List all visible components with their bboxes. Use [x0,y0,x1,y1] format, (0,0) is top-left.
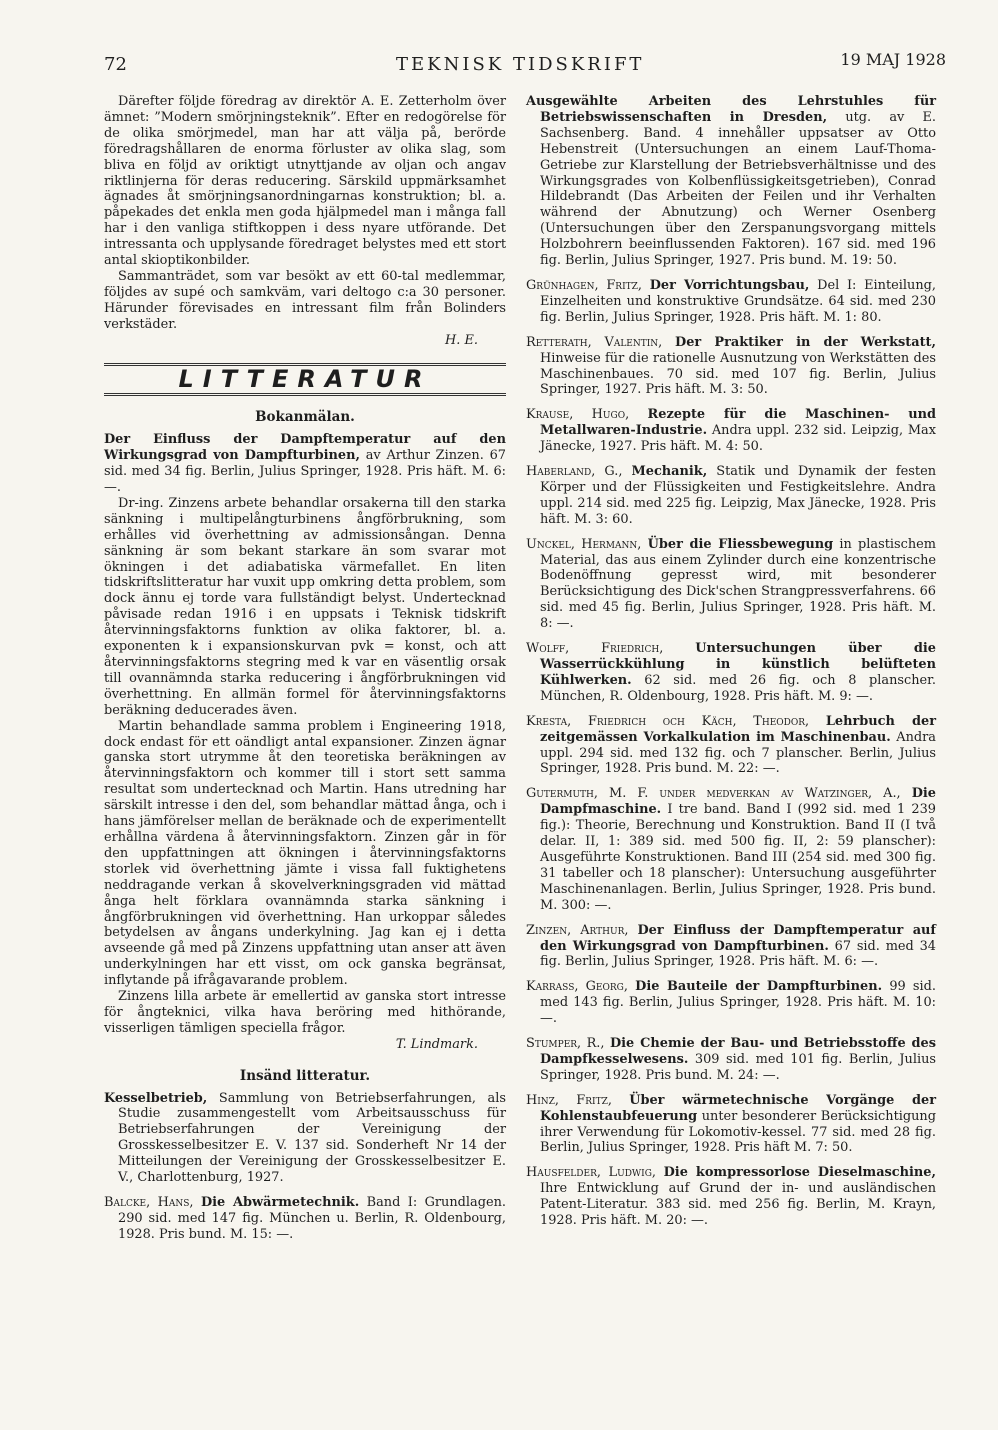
meeting-report-paragraph: Sammanträdet, som var besökt av ett 60-tal medlemmar, följdes av supé och samkväm, vari deltogo c:a 30 personer. Härunder förevisades en intressant film från Bolinders verkstäder. [104,268,506,332]
ref-author: Grünhagen, Fritz, [526,277,642,293]
reference-entry [526,641,936,705]
ref-title: Die Chemie der Bau- und Betriebsstoffe des Dampfkesselwesens. [540,1036,936,1067]
reference-entry [526,1036,936,1084]
ref-author: Gutermuth, M. F. under medverkan av Watzinger, A., [526,786,901,802]
subheading-bokanmalan: Bokanmälan. [255,409,355,426]
ref-text: unter besonderer Berücksichtigung ihrer Verwendung für Lokomotiv-kessel. 77 sid. med 28 fig. Berlin, Julius Springer, 1928. Pris häft M. 7: 50. [540,1108,936,1156]
ref-title: Über wärmetechnische Vorgänge der Kohlenstaubfeuerung [540,1092,936,1124]
ref-author: Haberland, G., [526,464,623,480]
ref-title: Die Bauteile der Dampfturbinen. [635,979,883,995]
section-banner [104,363,506,397]
reference-entry [526,786,936,913]
review-meta: av Arthur Zinzen. 67 sid. med 34 fig. Berlin, Julius Springer, 1928. Pris häft. M. 6: —. [104,448,506,496]
ref-title: Untersuchungen über die Wasserrückkühlung in künstlich belüfteten Kühlwerken. [540,641,936,688]
reference-entry [526,407,936,455]
reference-entry [526,335,936,399]
ref-author: Kresta, Friedrich och Käch, Theodor, [526,713,810,729]
ref-title: Über die Fliessbewegung [647,536,834,552]
reference-entry [526,94,936,269]
issue-date: 19 MAJ 1928 [840,50,946,69]
ref-text: utg. av E. Sachsenberg. Band. 4 innehåller uppsatser av Otto Hebenstreit (Untersuchungen an einem Lauf-Thoma-Getriebe zur Klarstellung der Betriebsverhältnisse und des Wirkungsgrades von Kolbenflüssigkeitsgetrieben), Conrad Hildebrandt (Das Arbeiten der Feilen und ihr Verhalten während der Abnutzung) och Werner Osenberg (Untersuchungen über den Zerspanungsvorgang mittels Holzbohrern beeinflussenden Faktoren). 167 sid. med 196 fig. Berlin, Julius Springer, 1927. Pris bund. M. 19: 50. [540,109,936,269]
ref-title: Der Praktiker in der Werkstatt, [675,334,936,350]
reference-entry [104,1195,506,1243]
ref-title: Die kompressorlose Dieselmaschine, [663,1165,936,1181]
ref-text: 62 sid. med 26 fig. och 8 planscher. München, R. Oldenbourg, 1928. Pris häft. M. 9: —. [540,672,936,704]
ref-text: Andra uppl. 294 sid. med 132 fig. och 7 planscher. Berlin, Julius Springer, 1928. Pris bund. M. 22: —. [540,729,936,777]
review-signature: T. Lindmark. [395,1036,478,1052]
divider [104,393,506,396]
ref-text: Andra uppl. 232 sid. Leipzig, Max Jänecke, 1927. Pris häft. M. 4: 50. [540,423,936,455]
ref-title: Kesselbetrieb, [104,1090,208,1106]
review-paragraph: Zinzens lilla arbete är emellertid av ganska stort intresse för ångteknici, vilka hava beröring med hithörande, visserligen tämligen speciella frågor. [104,989,506,1036]
reference-entry [526,979,936,1027]
review-title: Der Einfluss der Dampftemperatur auf den Wirkungsgrad von Dampfturbinen, [104,432,506,464]
reference-entry [526,923,936,971]
ref-title: Der Vorrichtungsbau, [649,277,810,293]
meeting-report-paragraph: Därefter följde föredrag av direktör A. E. Zetterholm över ämnet: ”Modern smörjningsteknik”. Efter en redogörelse för de olika smörjmedel, man har att välja på, berörde föredragshållaren de enorma förluster av olika slag, som bliva en följd av oriktigt utnyttjande av oljan och angav riktlinjerna för deras reducering. Särskild uppmärksamhet ägnades åt smörjningsanordningarnas konstruktion; bl. a. påpekades det enkla men goda hjälpmedel man i många fall har i den vanliga stiftkoppen i dess nyare utförande. Det intressanta och upplysande föredraget belystes med ett stort antal skioptikonbilder. [104,94,506,269]
ref-author: Stumper, R., [526,1036,605,1052]
reference-entry [526,278,936,326]
ref-author: Zinzen, Arthur, [526,922,629,938]
page-number: 72 [104,54,127,75]
ref-title: Mechanik, [631,464,708,480]
page-header [104,50,946,80]
reference-entry [526,537,936,632]
subheading-insand: Insänd litteratur. [239,1067,371,1084]
ref-text: 309 sid. med 101 fig. Berlin, Julius Springer, 1928. Pris bund. M. 24: —. [540,1051,936,1083]
ref-title: Die Abwärmetechnik. [200,1195,360,1210]
review-paragraph: Martin behandlade samma problem i Engineering 1918, dock endast för ett oändligt antal expansioner. Zinzen ägnar ganska stort utrymme åt den teoretiska beräkningen av återvinningsfaktorn och kommer till i stort sett samma resultat som undertecknad och Martin. Hans utredning har särskilt intresse i den del, som behandlar mättad ånga, och i hans jämförelser mellan de beräknade och de experimentellt erhållna värdena å återvinningsfaktorn. Zinzen går in för den uppfattningen att ökningen i återvinningsfaktorns storlek vid överhettning jämte i vissa fall fuktighetens neddragande verkan å skovelverkningsgraden vid mättad ånga helt förklara ovannämnda starka sänkning i ångförbrukningen vid överhettning. Han urkoppar således betydelsen av ångans underkylning. Jag kan ej i detta avseende gå med på Zinzens uppfattning utan anser att även underkylningen har ett visst, om ock ganska begränsat, inflytande på ifrågavarande problem. [104,718,506,989]
section-title: LITTERATUR [178,364,432,393]
ref-text: Band I: Grundlagen. 290 sid. med 147 fig. München u. Berlin, R. Oldenbourg, 1928. Pris bund. M. 15: —. [118,1195,507,1242]
ref-text: 67 sid. med 34 fig. Berlin, Julius Springer, 1928. Pris häft. M. 6: —. [540,938,936,970]
ref-author: Retterath, Valentin, [526,334,663,350]
ref-title: Ausgewählte Arbeiten des Lehrstuhles für Betriebswissenschaften in Dresden, [526,94,936,125]
ref-title: Der Einfluss der Dampftemperatur auf den Wirkungsgrad von Dampfturbinen. [540,922,936,954]
reference-entry [526,464,936,528]
ref-author: Balcke, Hans, [104,1195,194,1210]
ref-author: Karrass, Georg, [526,979,628,995]
ref-text: 99 sid. med 143 fig. Berlin, Julius Springer, 1928. Pris häft. M. 10: —. [540,979,936,1027]
ref-text: I tre band. Band I (992 sid. med 1 239 fig.): Theorie, Berechnung und Konstruktion. Band II (I två delar. II, 1: 389 sid. med 500 fig. II, 2: 59 planscher): Ausgeführte Konstruktionen. Band III (254 sid. med 300 fig. 31 tabeller och 18 planscher): Untersuchung ausgeführter Maschinenanlagen. Berlin, Julius Springer, 1928. Pris bund. M. 300: —. [540,802,936,913]
report-signature: H. E. [445,332,478,348]
ref-author: Hinz, Fritz, [526,1092,612,1108]
reference-entry [526,714,936,778]
ref-text: Del I: Einteilung, Einzelheiten und konstruktive Grundsätze. 64 sid. med 230 fig. Berlin, Julius Springer, 1928. Pris häft. M. 1: 80. [540,277,936,325]
ref-title: Die Dampfmaschine. [540,786,936,818]
reference-entry [526,1165,936,1229]
reference-entry [526,1093,936,1157]
left-column [104,94,506,1252]
ref-text: Ihre Entwicklung auf Grund der in- und ausländischen Patent-Literatur. 383 sid. med 256 fig. Berlin, M. Krayn, 1928. Pris häft. M. 20: —. [540,1181,936,1229]
ref-author: Hausfelder, Ludwig, [526,1165,657,1181]
ref-text: Hinweise für die rationelle Ausnutzung von Werkstätten des Maschinenbaues. 70 sid. med 107 fig. Berlin, Julius Springer, 1927. Pris häft. M. 3: 50. [540,350,936,398]
ref-author: Unckel, Hermann, [526,536,642,552]
review-paragraph: Dr-ing. Zinzens arbete behandlar orsakerna till den starka sänkning i multipelångturbinens ångförbrukning, som erhålles vid överhettning av admissionsångan. Denna sänkning är som bekant starkare än som svarar mot ökningen i det adiabatiska värmefallet. En liten tidskriftslitteratur har vuxit upp omkring detta problem, som dock ännu ej torde vara fullständigt belyst. Undertecknad påvisade redan 1916 i en uppsats i Teknisk tidskrift återvinningsfaktorns funktion av olika faktorer, bl. a. exponenten k i expansionskurvan pvk = konst, och att återvinningsfaktorns stegring med k var en väsentlig orsak till ovannämnda starka reducering i ångförbrukningen vid överhettning. En allmän formel för återvinningsfaktorns beräkning deducerades även. [104,495,506,718]
ref-author: Krause, Hugo, [526,407,630,423]
journal-title: TEKNISK TIDSKRIFT [396,54,645,75]
ref-author: Wolff, Friedrich, [526,641,664,657]
reference-entry [104,1091,506,1186]
right-column [526,94,936,1238]
ref-title: Lehrbuch der zeitgemässen Vorkalkulation im Maschinenbau. [540,713,936,745]
ref-text: Statik und Dynamik der festen Körper und der Flüssigkeiten und Festigkeitslehre. Andra uppl. 214 sid. med 225 fig. Leipzig, Max Jänecke, 1928. Pris häft. M. 3: 60. [540,464,936,527]
review-heading [104,432,506,496]
ref-text: in plastischem Material, das aus einem Zylinder durch eine konzentrische Bodenöffnung gepresst wird, mit besonderer Berücksichtigung des Dick'schen Strangpressverfahrens. 66 sid. med 45 fig. Berlin, Julius Springer, 1928. Pris häft. M. 8: —. [540,536,936,632]
ref-title: Rezepte für die Maschinen- und Metallwaren-Industrie. [540,407,936,439]
ref-text: Sammlung von Betriebserfahrungen, als Studie zusammengestellt vom Arbeitsausschuss für Betriebserfahrungen der Vereinigung der Grosskesselbesitzer E. V. 137 sid. Sonderheft Nr 14 der Mitteilungen der Vereinigung der Grosskesselbesitzer E. V., Charlottenburg, 1927. [118,1090,506,1186]
